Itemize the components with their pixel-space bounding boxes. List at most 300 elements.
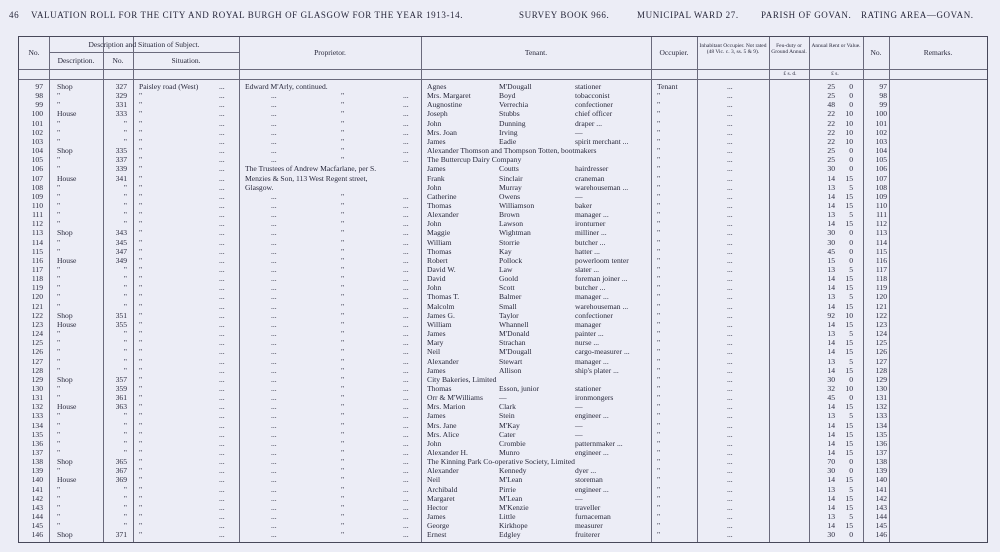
cell-no: 110 — [31, 200, 43, 210]
cell-shillings: 5 — [849, 210, 853, 220]
cell-desc: House — [57, 402, 77, 412]
cell-pounds: 15 — [827, 255, 835, 265]
leader-dots: ... — [271, 219, 277, 229]
cell-shillings: 0 — [849, 164, 853, 174]
cell-tf: Mrs. Joan — [427, 127, 457, 137]
leader-dots: ... — [727, 356, 733, 366]
ditto-mark: " — [341, 475, 345, 485]
cell-occ: " — [657, 292, 661, 302]
cell-sit: " — [139, 301, 143, 311]
ditto-mark: " — [341, 237, 345, 247]
ditto-mark: " — [341, 127, 345, 137]
cell-sit: " — [139, 265, 143, 274]
cell-sit: " — [139, 475, 143, 485]
ditto-mark: " — [341, 155, 345, 165]
cell-tl: Boyd — [499, 91, 516, 101]
cell-num: " — [123, 200, 127, 210]
cell-tf: David — [427, 274, 446, 284]
leader-dots: ... — [727, 283, 733, 293]
cell-num: " — [123, 448, 127, 457]
cell-sit: " — [139, 530, 143, 540]
cell-pounds: 14 — [827, 475, 835, 485]
leader-dots: ... — [271, 228, 277, 238]
leader-dots: ... — [403, 118, 409, 128]
cell-shillings: 5 — [849, 182, 853, 192]
cell-num: 329 — [115, 91, 127, 101]
leader-dots: ... — [727, 274, 733, 284]
cell-pounds: 30 — [827, 466, 835, 476]
table-row — [19, 91, 987, 100]
cell-no2: 143 — [875, 502, 887, 512]
leader-dots: ... — [403, 310, 409, 320]
cell-sit: " — [139, 283, 143, 293]
cell-occ: " — [657, 393, 661, 403]
cell-pounds: 14 — [827, 402, 835, 412]
cell-sit: " — [139, 109, 143, 119]
cell-num: 345 — [115, 237, 127, 247]
cell-occ: " — [657, 219, 661, 229]
cell-desc: " — [57, 493, 61, 503]
cell-desc: " — [57, 347, 61, 357]
leader-dots: ... — [219, 155, 225, 165]
cell-desc: " — [57, 100, 61, 110]
cell-tf: Catherine — [427, 191, 457, 201]
cell-tl: Murray — [499, 182, 522, 192]
cell-occ: " — [657, 457, 661, 467]
cell-shillings: 15 — [845, 429, 853, 439]
cell-tt: powerloom tenter — [575, 255, 629, 265]
cell-occ: " — [657, 100, 661, 110]
table-row — [19, 192, 987, 201]
cell-desc: " — [57, 210, 61, 220]
leader-dots: ... — [271, 512, 277, 522]
cell-tt: cargo-measurer ... — [575, 347, 630, 357]
cell-tt: confectioner — [575, 310, 613, 320]
cell-tl: M'Dougall — [499, 82, 532, 91]
cell-tt: warehouseman ... — [575, 301, 629, 311]
cell-desc: " — [57, 91, 61, 101]
leader-dots: ... — [403, 100, 409, 110]
leader-dots: ... — [727, 365, 733, 375]
table-row — [19, 283, 987, 292]
cell-shillings: 15 — [845, 347, 853, 357]
cell-no2: 108 — [875, 182, 887, 192]
cell-desc: " — [57, 484, 61, 494]
cell-pounds: 25 — [827, 155, 835, 165]
cell-tt: confectioner — [575, 100, 613, 110]
cell-desc: House — [57, 255, 77, 265]
table-row — [19, 466, 987, 475]
ditto-mark: " — [341, 338, 345, 348]
leader-dots: ... — [271, 374, 277, 384]
table-row — [19, 421, 987, 430]
cell-no: 121 — [31, 301, 43, 311]
table-row — [19, 384, 987, 393]
cell-num: " — [123, 210, 127, 220]
ditto-mark: " — [341, 411, 345, 421]
leader-dots: ... — [271, 136, 277, 146]
cell-num: 359 — [115, 383, 127, 393]
cell-num: 335 — [115, 146, 127, 156]
leader-dots: ... — [727, 484, 733, 494]
cell-sit: " — [139, 484, 143, 494]
leader-dots: ... — [219, 338, 225, 348]
ditto-mark: " — [341, 502, 345, 512]
cell-no2: 112 — [875, 219, 887, 229]
cell-tl: M'Kenzie — [499, 502, 529, 512]
table-row — [19, 183, 987, 192]
cell-desc: " — [57, 329, 61, 339]
cell-occ: Tenant — [657, 82, 678, 91]
cell-tl: Williamson — [499, 200, 535, 210]
ditto-mark: " — [341, 521, 345, 531]
leader-dots: ... — [219, 411, 225, 421]
cell-tf: Neil — [427, 475, 441, 485]
cell-no: 101 — [31, 118, 43, 128]
table-row — [19, 329, 987, 338]
cell-tf: Malcolm — [427, 301, 455, 311]
cell-shillings: 15 — [845, 283, 853, 293]
cell-num: " — [123, 429, 127, 439]
leader-dots: ... — [403, 155, 409, 165]
leader-dots: ... — [403, 448, 409, 457]
leader-dots: ... — [727, 200, 733, 210]
cell-sit: " — [139, 512, 143, 522]
cell-sit: " — [139, 118, 143, 128]
cell-tl: Verrechia — [499, 100, 529, 110]
table-row — [19, 448, 987, 457]
leader-dots: ... — [727, 329, 733, 339]
cell-pounds: 14 — [827, 200, 835, 210]
leader-dots: ... — [271, 301, 277, 311]
cell-shillings: 0 — [849, 466, 853, 476]
cell-sit: " — [139, 310, 143, 320]
col-description-header: Description. — [57, 56, 95, 65]
cell-desc: " — [57, 521, 61, 531]
ditto-mark: " — [341, 347, 345, 357]
cell-tl: Strachan — [499, 338, 526, 348]
cell-occ: " — [657, 448, 661, 457]
table-row — [19, 338, 987, 347]
cell-tl: M'Donald — [499, 329, 530, 339]
cell-sit: " — [139, 438, 143, 448]
cell-no2: 135 — [875, 429, 887, 439]
cell-tf: Frank — [427, 173, 445, 183]
cell-tl: M'Lean — [499, 493, 523, 503]
ditto-mark: " — [341, 329, 345, 339]
cell-sit: " — [139, 191, 143, 201]
col-rent-header: Annual Rent or Value. — [811, 43, 861, 49]
cell-pounds: 30 — [827, 164, 835, 174]
cell-pounds: 13 — [827, 356, 835, 366]
leader-dots: ... — [219, 347, 225, 357]
leader-dots: ... — [219, 429, 225, 439]
cell-tt: — — [575, 493, 583, 503]
cell-num: 339 — [115, 164, 127, 174]
cell-sit: " — [139, 228, 143, 238]
ditto-mark: " — [341, 100, 345, 110]
cell-prop: Edward M'Arly, continued. — [245, 82, 328, 91]
cell-num: " — [123, 438, 127, 448]
cell-occ: " — [657, 255, 661, 265]
leader-dots: ... — [727, 374, 733, 384]
cell-tt: storeman — [575, 475, 603, 485]
cell-no: 125 — [31, 338, 43, 348]
cell-no2: 102 — [875, 127, 887, 137]
cell-pounds: 45 — [827, 393, 835, 403]
leader-dots: ... — [727, 530, 733, 540]
cell-pounds: 25 — [827, 82, 835, 91]
cell-desc: " — [57, 356, 61, 366]
col-feu-header: Feu-duty or Ground Annual. — [771, 43, 807, 55]
cell-num: " — [123, 512, 127, 522]
cell-sit: " — [139, 274, 143, 284]
cell-pounds: 13 — [827, 182, 835, 192]
cell-no: 137 — [31, 448, 43, 457]
leader-dots: ... — [727, 91, 733, 101]
cell-num: " — [123, 265, 127, 274]
cell-occ: " — [657, 164, 661, 174]
col-no2-header: No. — [870, 48, 882, 57]
cell-no2: 128 — [875, 365, 887, 375]
cell-sit: " — [139, 164, 143, 174]
cell-num: " — [123, 420, 127, 430]
ditto-mark: " — [341, 374, 345, 384]
cell-sit: " — [139, 329, 143, 339]
leader-dots: ... — [219, 365, 225, 375]
cell-no2: 122 — [875, 310, 887, 320]
ditto-mark: " — [341, 493, 345, 503]
cell-tt: butcher ... — [575, 283, 606, 293]
page-header — [9, 10, 994, 24]
leader-dots: ... — [271, 356, 277, 366]
cell-desc: " — [57, 164, 61, 174]
leader-dots: ... — [403, 265, 409, 274]
cell-occ: " — [657, 210, 661, 220]
cell-occ: " — [657, 301, 661, 311]
leader-dots: ... — [727, 191, 733, 201]
ditto-mark: " — [341, 246, 345, 256]
ditto-mark: " — [341, 219, 345, 229]
cell-tf: James — [427, 164, 446, 174]
cell-tt: — — [575, 420, 583, 430]
cell-desc: " — [57, 338, 61, 348]
cell-tf: Robert — [427, 255, 448, 265]
leader-dots: ... — [271, 246, 277, 256]
cell-tt: dyer ... — [575, 466, 597, 476]
leader-dots: ... — [727, 466, 733, 476]
cell-no2: 124 — [875, 329, 887, 339]
leader-dots: ... — [403, 283, 409, 293]
cell-no: 115 — [31, 246, 43, 256]
cell-desc: Shop — [57, 82, 73, 91]
ditto-mark: " — [341, 255, 345, 265]
leader-dots: ... — [271, 283, 277, 293]
leader-dots: ... — [271, 502, 277, 512]
cell-tt: spirit merchant ... — [575, 136, 629, 146]
cell-tt: ironturner — [575, 219, 606, 229]
table-row — [19, 274, 987, 283]
cell-pounds: 45 — [827, 246, 835, 256]
leader-dots: ... — [727, 237, 733, 247]
ditto-mark: " — [341, 283, 345, 293]
cell-shillings: 15 — [845, 274, 853, 284]
cell-num: " — [123, 191, 127, 201]
table-row — [19, 119, 987, 128]
cell-num: " — [123, 338, 127, 348]
ditto-mark: " — [341, 383, 345, 393]
cell-no2: 111 — [876, 210, 887, 220]
cell-tt: milliner ... — [575, 228, 607, 238]
cell-no: 108 — [31, 182, 43, 192]
cell-tl: Clark — [499, 402, 516, 412]
cell-sit: " — [139, 466, 143, 476]
leader-dots: ... — [727, 383, 733, 393]
cell-tf: Agnes — [427, 82, 447, 91]
cell-shillings: 15 — [845, 173, 853, 183]
cell-tt: foreman joiner ... — [575, 274, 628, 284]
cell-num: " — [123, 356, 127, 366]
cell-tf: The Buttercup Dairy Company — [427, 155, 522, 165]
leader-dots: ... — [219, 438, 225, 448]
cell-pounds: 14 — [827, 502, 835, 512]
cell-desc: Shop — [57, 457, 73, 467]
leader-dots: ... — [403, 191, 409, 201]
cell-pounds: 92 — [827, 310, 835, 320]
cell-tt: painter ... — [575, 329, 604, 339]
cell-tt: manager ... — [575, 292, 609, 302]
cell-tf: Thomas T. — [427, 292, 460, 302]
cell-desc: " — [57, 448, 61, 457]
cell-occ: " — [657, 228, 661, 238]
cell-desc: " — [57, 301, 61, 311]
cell-no: 98 — [35, 91, 43, 101]
cell-tl: Lawson — [499, 219, 524, 229]
cell-occ: " — [657, 365, 661, 375]
leader-dots: ... — [727, 146, 733, 156]
leader-dots: ... — [271, 521, 277, 531]
cell-num: " — [123, 502, 127, 512]
col-situation-header: Situation. — [171, 56, 201, 65]
cell-no: 117 — [31, 265, 43, 274]
ditto-mark: " — [341, 200, 345, 210]
cell-tf: The Kinning Park Co-operative Society, Limited — [427, 457, 575, 467]
cell-shillings: 0 — [849, 82, 853, 91]
leader-dots: ... — [403, 475, 409, 485]
cell-shillings: 5 — [849, 329, 853, 339]
cell-tf: Thomas — [427, 383, 452, 393]
cell-tf: John — [427, 438, 442, 448]
cell-num: 327 — [115, 82, 127, 91]
cell-tf: John — [427, 219, 442, 229]
cell-desc: Shop — [57, 146, 73, 156]
leader-dots: ... — [727, 319, 733, 329]
cell-occ: " — [657, 484, 661, 494]
table-row — [19, 375, 987, 384]
cell-no2: 115 — [875, 246, 887, 256]
cell-desc: House — [57, 319, 77, 329]
cell-sit: " — [139, 136, 143, 146]
leader-dots: ... — [271, 100, 277, 110]
cell-tl: Stubbs — [499, 109, 520, 119]
col-remarks-header: Remarks. — [923, 48, 953, 57]
leader-dots: ... — [271, 91, 277, 101]
cell-tt: draper ... — [575, 118, 602, 128]
leader-dots: ... — [271, 347, 277, 357]
cell-no2: 144 — [875, 512, 887, 522]
leader-dots: ... — [219, 109, 225, 119]
cell-shillings: 15 — [845, 219, 853, 229]
cell-num: 331 — [115, 100, 127, 110]
cell-no: 142 — [31, 493, 43, 503]
cell-shillings: 0 — [849, 246, 853, 256]
leader-dots: ... — [403, 484, 409, 494]
cell-occ: " — [657, 402, 661, 412]
leader-dots: ... — [219, 274, 225, 284]
cell-pounds: 14 — [827, 191, 835, 201]
cell-sit: " — [139, 393, 143, 403]
cell-no2: 106 — [875, 164, 887, 174]
col-proprietor-header: Proprietor. — [314, 48, 346, 57]
cell-no: 103 — [31, 136, 43, 146]
cell-pounds: 14 — [827, 173, 835, 183]
cell-shillings: 15 — [845, 319, 853, 329]
leader-dots: ... — [219, 100, 225, 110]
cell-tl: Stewart — [499, 356, 523, 366]
cell-shillings: 0 — [849, 237, 853, 247]
cell-pounds: 14 — [827, 283, 835, 293]
cell-tf: James — [427, 365, 446, 375]
ditto-mark: " — [341, 512, 345, 522]
cell-tt: manager ... — [575, 356, 609, 366]
leader-dots: ... — [403, 319, 409, 329]
table-row — [19, 512, 987, 521]
cell-tt: — — [575, 191, 583, 201]
cell-num: " — [123, 365, 127, 375]
leader-dots: ... — [219, 255, 225, 265]
cell-tl: Owens — [499, 191, 521, 201]
table-row — [19, 201, 987, 210]
cell-tf: Orr & M'Williams — [427, 393, 483, 403]
cell-tf: City Bakeries, Limited — [427, 374, 497, 384]
table-row — [19, 311, 987, 320]
cell-sit: " — [139, 457, 143, 467]
cell-tl: Wightman — [499, 228, 531, 238]
table-row — [19, 100, 987, 109]
leader-dots: ... — [403, 136, 409, 146]
cell-shillings: 15 — [845, 521, 853, 531]
cell-desc: " — [57, 136, 61, 146]
cell-shillings: 0 — [849, 393, 853, 403]
leader-dots: ... — [219, 292, 225, 302]
leader-dots: ... — [219, 512, 225, 522]
cell-tf: Neil — [427, 347, 441, 357]
leader-dots: ... — [403, 521, 409, 531]
leader-dots: ... — [219, 329, 225, 339]
cell-no2: 121 — [875, 301, 887, 311]
cell-occ: " — [657, 173, 661, 183]
cell-no: 124 — [31, 329, 43, 339]
cell-tt: slater ... — [575, 265, 600, 274]
leader-dots: ... — [271, 191, 277, 201]
leader-dots: ... — [727, 255, 733, 265]
cell-num: 351 — [115, 310, 127, 320]
cell-pounds: 14 — [827, 429, 835, 439]
cell-no: 122 — [31, 310, 43, 320]
cell-tt: ship's plater ... — [575, 365, 619, 375]
cell-num: 333 — [115, 109, 127, 119]
cell-pounds: 14 — [827, 438, 835, 448]
